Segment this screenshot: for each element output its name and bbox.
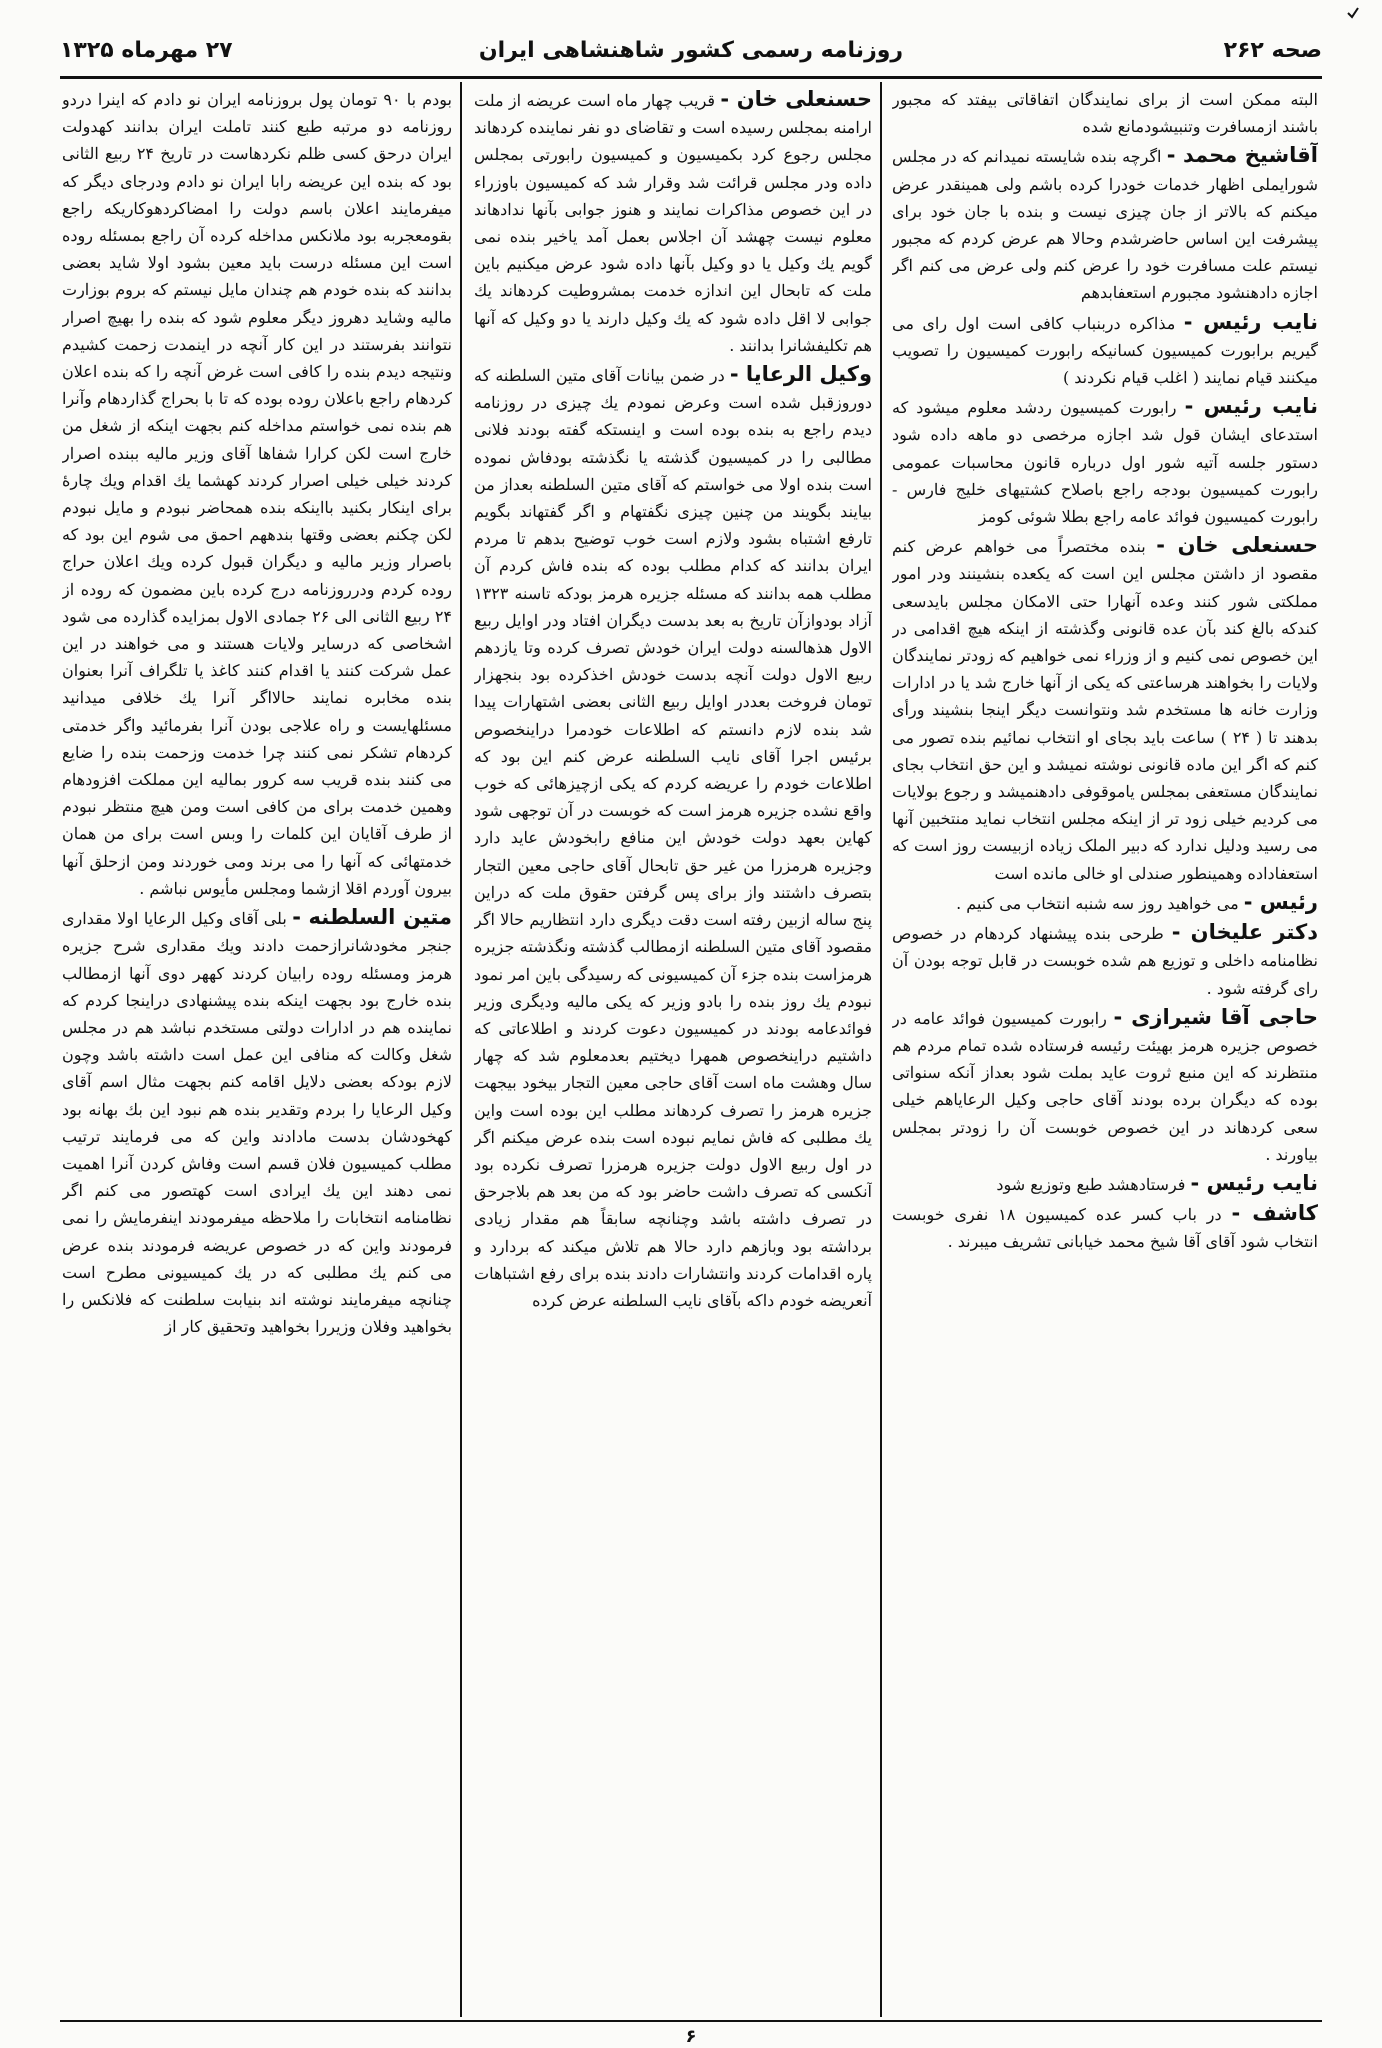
- article-paragraph: [474, 361, 872, 1314]
- speaker-name: آقاشیخ محمد -: [1166, 143, 1318, 168]
- page-header: [60, 20, 1322, 72]
- paragraph-text: طرحی بنده پیشنهاد کردهام در خصوص نظامنامه داخلی و توزیع هم شده خوبست در قابل توجه بودن آن رای گرفته شود .: [892, 924, 1318, 998]
- paragraph-text: رابورت کمیسیون فوائد عامه در خصوص جزیره هرمز بهیئت رئیسه فرستاده شده تمام مردم هم منتظرند که این منبع ثروت عاید بملت شود بعداز آنکه سنواتی بوده که دیگران برده بودند آقای حاجی وکیل الرعایاهم خیلی سعی کردهاند در این خصوص خوبست آن را زودتر بمجلس بیاورند .: [892, 1008, 1318, 1164]
- column-middle: [474, 86, 872, 2014]
- newspaper-title: روزنامه رسمی کشور شاهنشاهی ایران: [478, 38, 904, 63]
- paragraph-text: مذاکره دربنباب کافی است اول رای می گیریم برابورت کمیسیون کسانیکه رابورت کمیسیون را تصویب میکنند قیام نمایند ( اغلب قیام نکردند ): [892, 313, 1318, 388]
- article-paragraph: [892, 919, 1318, 1002]
- folio-number: ۶: [685, 2026, 697, 2047]
- paragraph-text: قریب چهار ماه است عریضه از ملت ارامنه بمجلس رسیده است و تقاضای دو نفر نماینده کردهاند مجلس رجوع کرد بکمیسیون و کمیسیون رابورتی بمجلس داده ودر مجلس قرائت شد وقرار شد که کمیسیون باوزراء در این خصوص مذاکرات نمایند و هنوز جوابی بآنها ندادهاند معلوم نیست چهشد آن اجلاس بعمل آمد یاخیر بنده نمی گویم یك وكیل یا دو وكیل بآنها داده شود عرض میکنیم باین ملت که تابحال این اندازه خدمت بمشروطیت کردهاند یك جوابی لا اقل داده شود که یك وکیل دارند یا دو وکیل که آنها هم تکلیفشانرا بدانند .: [474, 91, 872, 355]
- column-left: [62, 86, 452, 2014]
- paragraph-text: در ضمن بیانات آقای متین السلطنه که دوروزقبل شده است وعرض نمودم یك چیزی در روزنامه دیدم راجع به بنده بوده است و اینستکه گفته بودند فلانی مطالبی را در کمیسیون گذشته یا نگذشته بودفاش نموده است بنده اولا می خواستم که آقای متین السلطنه بعداز من بیایند بگویند من چنین چیزی نگفتهام و اگر گفتهاند بگویم تارفع اشتباه بشود ولازم است خوب توضیح بدهم تا مردم ایران بدانند که کدام مطلب بوده که بنده فاش کردم آن مطلب همه بدانند که مسئله جزیره هرمز بودکه تاسنه ۱۳۲۳ آزاد بودوازآن تاریخ به بعد بدست دیگران افتاد ودر اوایل ربیع الاول هذهالسنه دولت ایران خودش تصرف کرده وتا یازدهم ربیع الاول دولت آنچه بدست خودش اخذکرده بود بنجهزار تومان فروخت بعددر اوایل ربیع الثانی بعضی اشتهارات پیدا شد بنده لازم دانستم که اطلاعات خودمرا دراینخصوص برئیس اجرا آقای نایب السلطنه عرض کنم این بود که اطلاعات خودم را عریضه کردم که یکی ازچیزهائی که خوب واقع نشده جزیره هرمز است که خوبست در آن توجهی شود کهاین بعهد دولت خودش این منافع رابخودش عاید دارد وجزیره هرمزرا من غیر حق تابحال آقای حاجی معین التجار بتصرف داشتند واز برای پس گرفتن حقوق ملت که دراین پنج ساله ازبین رفته است دقت دیگری دارد انتظاریم حالا اگر مقصود آقای متین السلطنه ازمطالب گذشته ونگذشته جزیره هرمزاست بنده جزء آن کمیسیونی که رسیدگی باین امر نمود نبودم یك روز بنده را بادو وزیر که یکی مالیه ودیگری وزیر فوائدعامه بودند در کمیسیون دعوت کردند و اطلاعاتی که داشتیم دراینخصوص همهرا دیختیم بعدمعلوم شد که چهار سال وهشت ماه است آقای حاجی معین التجار بیخود بیجهت جزیره هرمز را تصرف کردهاند مطلب این بوده است واین یك مطلبی که فاش نمایم نبوده است بنده عرض میکنم اگر در اول ربیع الاول دولت جزیره هرمزرا تصرف نکرده بود آنکسی که تصرف داشت حاضر بود که من بعد هم بلاجرحق در تصرف داشته باشد وچنانچه سابقاً هم مقدار زیادی برداشته بود وبازهم دارد حالا هم تلاش میکند که بردارد و پاره اقدامات کردند وانتشارات دادند بنده برای رفع اشتباهات آنعریضه خودم داکه بآقای نایب السلطنه عرض کرده: [474, 366, 872, 1310]
- article-paragraph: [892, 1170, 1318, 1198]
- issue-date: ۲۷ مهرماه ۱۳۲۵: [60, 38, 233, 63]
- speaker-name: نایب رئیس -: [1184, 394, 1318, 419]
- speaker-name: دکتر علیخان -: [1171, 920, 1318, 945]
- paragraph-text: در باب کسر عده کمیسیون ۱۸ نفری خوبست انتخاب شود آقای آقا شیخ محمد خیابانی تشریف میبرند .: [892, 1205, 1318, 1252]
- article-paragraph: [892, 86, 1318, 140]
- article-paragraph: [892, 532, 1318, 887]
- paragraph-text: بنده مختصراً می خواهم عرض کنم مقصود از داشتن مجلس این است که یکعده بنشینند ودر امور مملکتی شور کنند وعده آنهارا حتی الامکان مجلس بایدسعی کندکه بالغ کند بآن عده قانونی وگذشته از اینکه هیچ اقدامی در این خصوص نمی کنیم و از وزراء نمی خواهیم که زودتر نمایندگان ولایات را بخواهند هرساعتی که یکی از آنها خارج شد یا در ادارات وزارت خانه ها مستخدم شد ونتوانست دیگر اینجا بنشیند ورأی بدهند تا ( ۲۴ ) ساعت باید بجای او انتخاب نمائیم بنده تصور می کنم که اگر این ماده قانونی نوشته نمیشد و این حق انتخاب بجای نمایندگان مستعفی بمجلس یاموقوفی دادهنمیشد و رجوع بولایات می کردیم خیلی زود تر از اینکه مجلس انتخاب نماید منتخبین آنها می رسید ودلیل ندارد که دبیر الملک زیاده ازبیست روز است که استعفاداده وهمینطور صندلی او خالی مانده است: [892, 537, 1318, 883]
- paragraph-text: اگرچه بنده شایسته نمیدانم که در مجلس شورایملی اظهار خدمات خودرا کرده باشم ولی همینقدر عرض میکنم که بالاتر از جان چیزی نیست و بنده با جان خود برای پیشرفت این اساس حاضرشدم وحالا هم عرض کردم که مجبور نیستم علت مسافرت خود را عرض کنم ولی عرض می کنم اگر اجازه دادهنشود مجبورم استعفابدهم: [892, 147, 1318, 303]
- speaker-name: وکیل الرعایا -: [729, 362, 872, 387]
- speaker-name: حسنعلی خان -: [720, 87, 872, 111]
- speaker-name: حاجی آقا شیرازی -: [1113, 1004, 1318, 1029]
- article-paragraph: [892, 393, 1318, 530]
- article-paragraph: [892, 889, 1318, 917]
- corner-check-mark-icon: [1346, 6, 1360, 20]
- column-divider-right: [880, 82, 882, 2017]
- article-paragraph: [62, 904, 452, 1340]
- speaker-name: متین السلطنه -: [292, 905, 452, 930]
- speaker-name: کاشف -: [1231, 1201, 1318, 1226]
- speaker-name: حسنعلی خان -: [1156, 533, 1318, 558]
- speaker-name: رئیس -: [1243, 889, 1318, 914]
- footer-rule: [60, 2020, 1322, 2022]
- paragraph-text: می خواهید روز سه شنبه انتخاب می کنیم .: [956, 893, 1239, 913]
- article-paragraph: [474, 86, 872, 359]
- article-paragraph: [892, 1200, 1318, 1255]
- article-paragraph: [892, 309, 1318, 392]
- column-divider-left: [460, 82, 462, 2017]
- paragraph-text: بودم با ۹۰ تومان پول بروزنامه ایران نو دادم که اینرا دردو روزنامه دو مرتبه طبع کنند تاملت ایران بدانند کهدولت ایران درحق کسی ظلم نکردهاست در تاریخ ۲۴ ربیع الثانی بود که بنده این عریضه رابا ایران نو دادم ودرجای دیگر که میفرمایند اعلان باسم دولت را امضاکردهوکاریکه راجع بقومعجربه بود ملانکس مداخله کرده آن راجع بمسئله روده است این مسئله درست باید معین بشود اولا شاید بعضی بدانند که بنده خودم هم چندان مایل نیستم که بروم بوزارت مالیه وشاید دهروز دیگر معلوم شود که بنده را بهیچ اصرار نتوانند بفرستند در این کار آنچه در اینمدت زحمت کشیدم ونتیجه دیدم بنده را کافی است غرض آنچه را که بنده اعلان کردهام راجع باعلان روده بوده که تا با بحراج گذاردهام وآنرا هم بنده نمی خواستم مداخله کنم بجهت اینکه از شغل من خارج است لکن کرارا شفاها آقای وزیر مالیه ببنده اصرار کردند خیلی خیلی اصرار کردند کهشما یك اقدام ویك چارهٔ برای اینکار بکنید بااینکه بنده همحاضر نبودم و مایل نبودم لکن چکنم بعضی وقتها بندههم احمق می شوم این بود که باصرار وزیر مالیه و دیگران قبول کرده ویك اعلان حراج روده کردم ودرروزنامه درج کرده باین مضمون که روده از ۲۴ ربیع الثانی الی ۲۶ جمادی الاول بمزایده گذارده می شود اشخاصی که درسایر ولایات هستند و می خواهند در این عمل شرکت کنند یا اقدام کنند کاغذ یا تلگراف آنرا بعنوان بنده مخابره نمایند حالااگر آنرا یك خلافی میدانید مسئلهایست و راه علاجی بودن آنرا بفرمائید واگر خدمتی کردهام تشکر نمی کنند چرا خدمت وزحمت بنده را ضایع می کنند بنده قریب سه کرور بمالیه این مملکت افزودهام وهمین خدمت برای من کافی است ومن هیچ منتظر نبودم از طرف آقایان این کلمات را وبس است برای من همان خدمتهائی که آنها را می برند ومی خوردند ومن ازحلق آنها بیرون آوردم اقلا ازشما ومجلس مأیوس نباشم .: [62, 90, 452, 898]
- paragraph-text: بلی آقای وکیل الرعایا اولا مقداری جنجر مخودشانرازحمت دادند ویك مقداری شرح جزیره هرمز ومسئله روده رابیان کردند کههر دوی آنها ازمطالب بنده خارج بود بجهت اینکه بنده پیشنهادی دراینجا کردم که نماینده هم در ادارات دولتی مستخدم نباشد هم در مجلس شغل وکالت که منافی این عمل است داشته باشد وچون لازم بودکه بعضی دلایل اقامه کنم بجهت مثال اسم آقای وکیل الرعایا را بردم وتقدیر بنده هم نبود این بك بهانه بود کهخودشان بدست مادادند واین که می فرمایند ترتیب مطلب کمیسیون فلان قسم است وفاش کردن آنرا اهمیت نمی دهند این یك ایرادی است کهتصور می کنم اگر نظامنامه انتخابات را ملاحظه میفرمودند اینفرمایش را نمی فرمودند واین که در خصوص عریضه فرمودند بنده عرض می کنم یك مطلبی که در یك کمیسیونی مطرح است چنانچه میفرمایند نوشته اند بنیابت سلطنت که فلانکس را بخواهید وفلان وزیررا بخواهید وتحقیق کار از: [62, 909, 452, 1337]
- paragraph-text: رابورت کمیسیون ردشد معلوم میشود که استدعای ایشان قول شد اجازه مرخصی دو ماهه داده شود دستور جلسه آتیه شور اول درباره قانون محاسبات عمومی رابورت کمیسیون بودجه راجع باصلاح کشتیهای خلیج فارس - رابورت کمیسیون فوائد عامه راجع بطلا شوئی کومز: [892, 398, 1318, 527]
- speaker-name: نایب رئیس -: [1190, 1170, 1318, 1195]
- page-number-label: صحه ۲۶۲: [1223, 38, 1322, 63]
- paragraph-text: فرستادهشد طبع وتوزیع شود: [996, 1174, 1186, 1194]
- column-right: [892, 86, 1318, 2014]
- paragraph-text: البته ممکن است از برای نمایندگان اتفاقاتی بیفتد که مجبور باشند ازمسافرت وتنبیشودمانع شده: [892, 90, 1318, 137]
- header-rule: [60, 76, 1322, 79]
- article-paragraph: [892, 142, 1318, 306]
- speaker-name: نایب رئیس -: [1183, 309, 1318, 334]
- article-paragraph: [892, 1004, 1318, 1168]
- article-paragraph: [62, 86, 452, 902]
